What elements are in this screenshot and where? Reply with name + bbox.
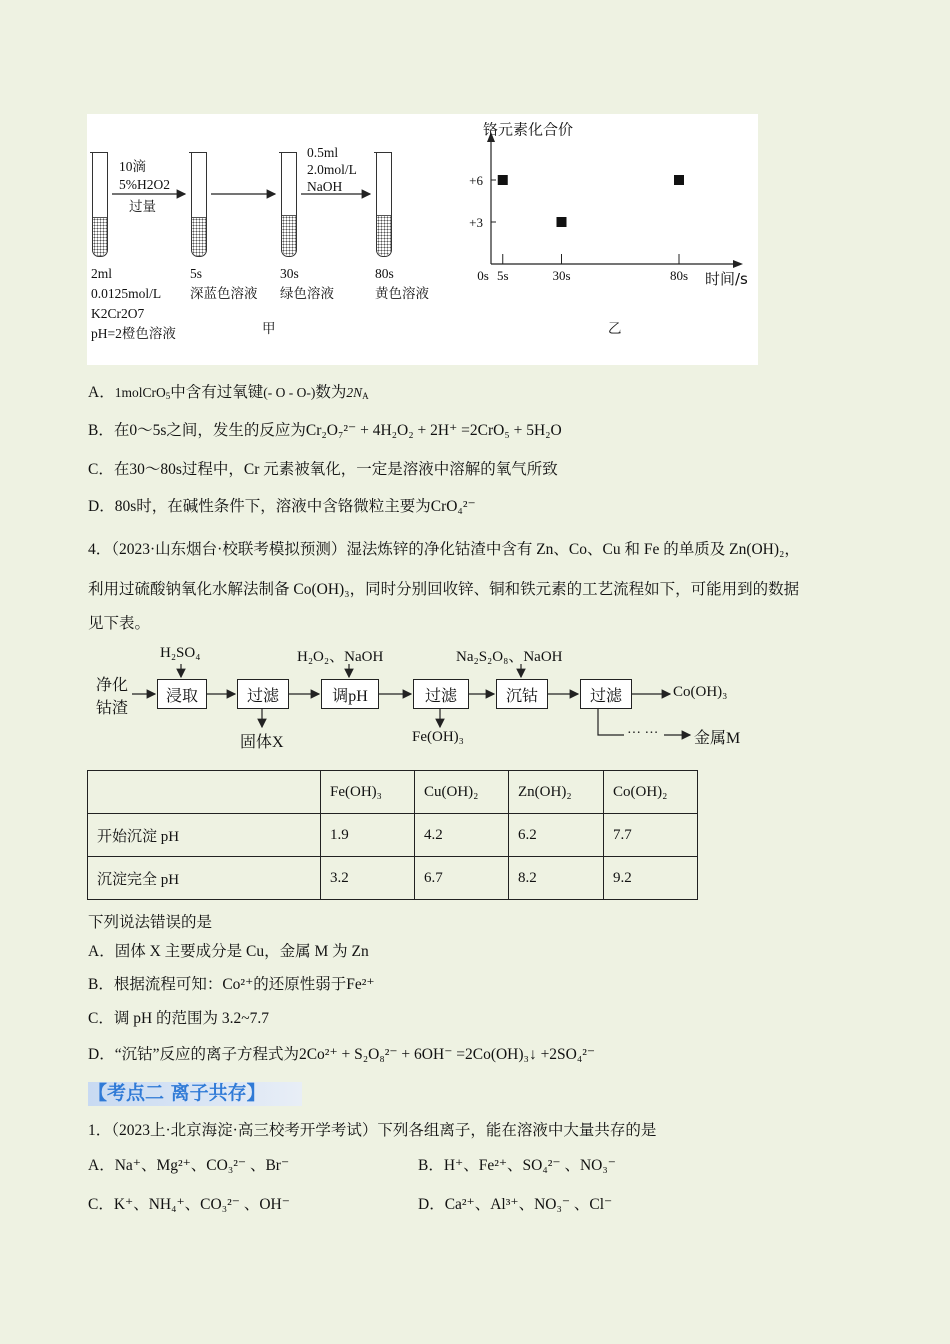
solid-x: 固体X	[240, 734, 284, 751]
tube1-caption: 2ml 0.0125mol/L K2Cr2O7 pH=2橙色溶液	[91, 266, 176, 341]
box-filter-2: 过滤	[413, 679, 469, 709]
tube2-caption: 5s 深蓝色溶液	[190, 266, 258, 301]
flow-dots: ··· ···	[627, 726, 659, 741]
section-heading: 【考点二 离子共存】	[88, 1082, 266, 1104]
reagent-h2o2-naoh: H₂O₂、NaOH	[297, 649, 384, 665]
q1-option-d: D．Ca²⁺、Al³⁺、NO₃⁻ 、Cl⁻	[418, 1196, 613, 1213]
q1-stem: 1．（2023上·北京海淀·高三校考开学考试）下列各组离子，能在溶液中大量共存的是	[88, 1122, 657, 1139]
q1-option-c: C．K⁺、NH₄⁺、CO₃²⁻ 、OH⁻	[88, 1196, 290, 1213]
table-header-row	[88, 771, 698, 814]
box-filter-1: 过滤	[237, 679, 289, 709]
q4-option-b: B．根据流程可知：Co²⁺的还原性弱于Fe²⁺	[88, 976, 375, 993]
q4-option-a: A．固体 X 主要成分是 Cu，金属 M 为 Zn	[88, 943, 369, 960]
q3-option-d: D．80s时，在碱性条件下，溶液中含铬微粒主要为CrO₄²⁻	[88, 498, 476, 515]
table-header-cell: Cu(OH)₂	[415, 771, 509, 814]
table-header-cell	[88, 771, 321, 814]
reagent-h2so4: H₂SO₄	[160, 645, 201, 661]
flow-start: 净化 钴渣	[96, 677, 129, 717]
table-cell: 7.7	[604, 814, 698, 857]
q4-stem-line1: 4．（2023·山东烟台·校联考模拟预测）湿法炼锌的净化钴渣中含有 Zn、Co、Cu 和 Fe 的单质及 Zn(OH)₂，	[88, 541, 800, 558]
table-cell: 6.7	[415, 857, 509, 900]
box-cobalt-precipitation: 沉钴	[496, 679, 548, 709]
q3-option-b: B．在0～5s之间，发生的反应为Cr₂O₇²⁻ + 4H₂O₂ + 2H⁺ =2CrO₅ + 5H₂O	[88, 422, 562, 439]
q1-option-b: B．H⁺、Fe²⁺、SO₄²⁻ 、NO₃⁻	[418, 1157, 616, 1174]
table-cell: 8.2	[509, 857, 604, 900]
fe-oh3-output: Fe(OH)₃	[412, 729, 464, 745]
q4-option-c: C．调 pH 的范围为 3.2~7.7	[88, 1010, 270, 1027]
x-tick-label: 80s	[669, 268, 689, 283]
table-cell: 9.2	[604, 857, 698, 900]
table-header-cell: Co(OH)₂	[604, 771, 698, 814]
label-yi: 乙	[608, 321, 622, 336]
y-axis-label: 铬元素化合价	[483, 122, 574, 139]
arrow3-label: 0.5ml 2.0mol/L NaOH	[307, 145, 357, 194]
q3-option-a: A．1molCrO$_5$中含有过氧键(- O - O-)数为$2N_A$	[88, 384, 369, 401]
table-cell: 6.2	[509, 814, 604, 857]
table-row	[88, 857, 698, 900]
q1-option-a: A．Na⁺、Mg²⁺、CO₃²⁻ 、Br⁻	[88, 1157, 290, 1174]
table-header-cell: Zn(OH)₂	[509, 771, 604, 814]
metal-m: 金属M	[694, 730, 741, 747]
reagent-na2s2o8-naoh: Na₂S₂O₈、NaOH	[456, 649, 563, 665]
x-axis-label: 时间/s	[705, 270, 748, 288]
y-tick-label: +6	[469, 173, 483, 188]
tube4-caption: 80s 黄色溶液	[375, 266, 429, 301]
q4-prompt: 下列说法错误的是	[88, 914, 213, 931]
q3-option-c: C．在30～80s过程中，Cr 元素被氧化，一定是溶液中溶解的氧气所致	[88, 461, 558, 478]
box-leach: 浸取	[157, 679, 207, 709]
q4-stem-line3: 见下表。	[88, 615, 151, 632]
co-oh3-product: Co(OH)₃	[673, 684, 728, 700]
q4-option-d: D．“沉钴”反应的离子方程式为2Co²⁺ + S₂O₈²⁻ + 6OH⁻ =2Co(OH)₃↓ +2SO₄²⁻	[88, 1046, 596, 1063]
box-adjust-ph: 调pH	[321, 679, 379, 709]
arrow1-label: 10滴 5%H2O2 过量	[119, 159, 170, 214]
x-tick-label: 0s	[477, 268, 489, 283]
table-cell: 1.9	[321, 814, 415, 857]
precipitation-ph-table	[87, 770, 698, 900]
y-tick-label: +3	[469, 215, 483, 230]
tube3-caption: 30s 绿色溶液	[280, 266, 334, 301]
table-cell: 4.2	[415, 814, 509, 857]
table-header-cell: Fe(OH)₃	[321, 771, 415, 814]
label-jia: 甲	[262, 321, 276, 336]
table-cell: 3.2	[321, 857, 415, 900]
table-cell: 沉淀完全 pH	[88, 857, 321, 900]
table-cell: 开始沉淀 pH	[88, 814, 321, 857]
x-tick-label: 5s	[496, 268, 509, 283]
table-row	[88, 814, 698, 857]
x-tick-label: 30s	[552, 268, 571, 283]
box-filter-3: 过滤	[580, 679, 632, 709]
q4-stem-line2: 利用过硫酸钠氧化水解法制备 Co(OH)₃，同时分别回收锌、铜和铁元素的工艺流程如下，可能用到的数据	[88, 581, 800, 598]
